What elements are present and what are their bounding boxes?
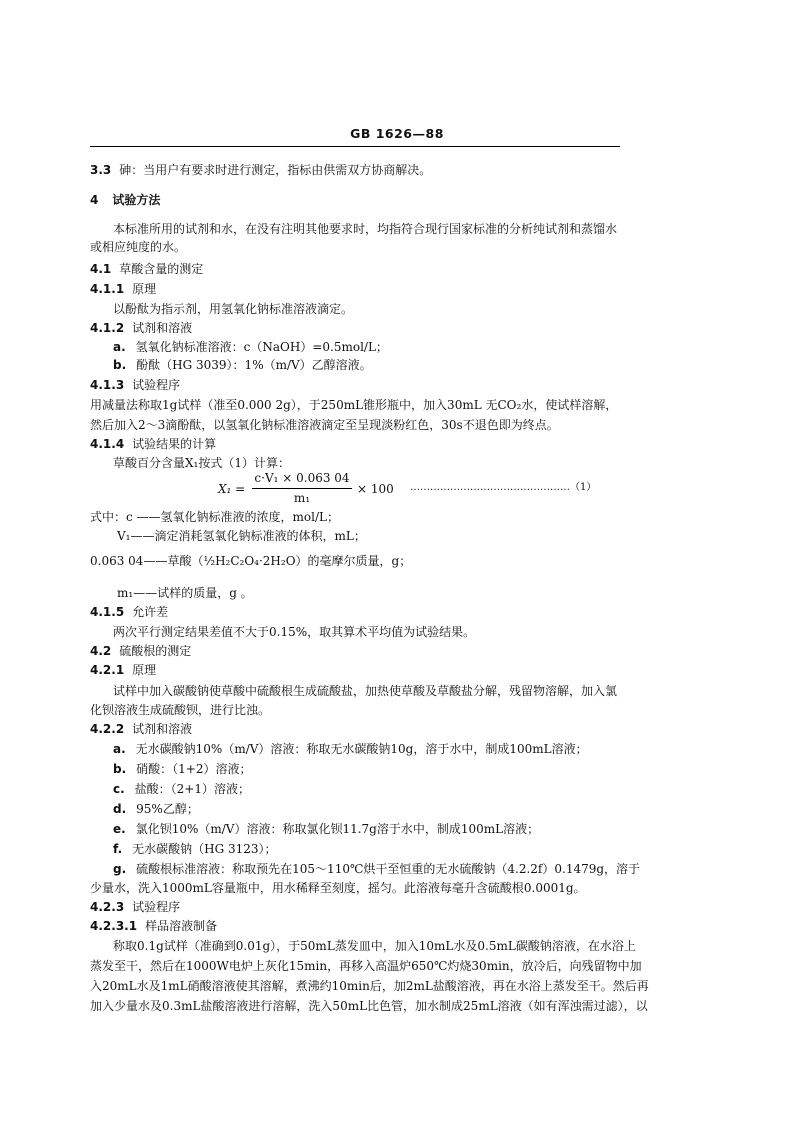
section-number: 4.1.3: [90, 378, 125, 392]
header-rule: [90, 146, 620, 147]
reagent-item: [113, 762, 251, 777]
section-title: 试验结果的计算: [132, 437, 217, 451]
reagent-item: [113, 802, 199, 817]
equation-numerator: c·V₁ × 0.063 04: [254, 471, 350, 485]
equation-number: …………………………………………（1）: [410, 482, 597, 493]
section-4-2-1-heading: [90, 663, 156, 678]
reagent-item: [113, 358, 372, 373]
where-line: m₁——试样的质量，g 。: [117, 586, 253, 600]
section-text: 砷：当用户有要求时进行测定，指标由供需双方协商解决。: [119, 163, 432, 177]
section-number: 4.2.1: [90, 663, 125, 677]
section-title: 原理: [132, 663, 157, 677]
item-text: 硝酸：（1+2）溶液；: [136, 762, 252, 776]
section-4-1-1-heading: [90, 282, 156, 297]
tolerance-text: 两次平行测定结果差值不大于0.15%，取其算术平均值为试验结果。: [113, 625, 476, 639]
item-label: f.: [113, 842, 123, 856]
sample-prep-line: 蒸发至干，然后在1000W电炉上灰化15min，再移入高温炉650℃灼烧30min，放冷后，向残留物中加: [90, 959, 642, 973]
section-3-3: [90, 163, 431, 178]
section-4-2-3-heading: [90, 900, 180, 915]
reagent-item-continued: 少量水，洗入1000mL容量瓶中，用水稀释至刻度，摇匀。此溶液每毫升含硫酸根0.0001g。: [90, 881, 586, 895]
procedure-line-2: 然后加入2～3滴酚酞，以氢氧化钠标准溶液滴定至呈现淡粉红色，30s不退色即为终点。: [90, 418, 559, 432]
equation-tail: × 100: [357, 482, 394, 496]
section-4-1-3-heading: [90, 378, 180, 393]
item-label: b.: [113, 358, 127, 372]
principle-text: 以酚酞为指示剂，用氢氧化钠标准溶液滴定。: [113, 302, 354, 316]
item-text: 硫酸根标准溶液：称取预先在105～110℃烘干至恒重的无水硫酸钠（4.2.2f）0.1479g，溶于: [136, 862, 641, 876]
item-text: 95%乙醇；: [136, 802, 199, 816]
item-text: 氢氧化钠标准溶液：c（NaOH）=0.5mol/L；: [135, 340, 388, 354]
section-title: 试验程序: [132, 900, 181, 914]
sample-prep-line: 称取0.1g试样（准确到0.01g），于50mL蒸发皿中，加入10mL水及0.5mL碳酸钠溶液，在水浴上: [113, 939, 636, 953]
section-number: 4.1.5: [90, 605, 125, 619]
section-number: 4.2.3: [90, 900, 125, 914]
item-label: a.: [113, 742, 126, 756]
section-4-1-heading: [90, 262, 203, 277]
section-number: 4.1.1: [90, 282, 125, 296]
section-title: 硫酸根的测定: [119, 644, 192, 658]
section-4-1-4-heading: [90, 437, 216, 452]
fraction-bar: [252, 488, 352, 489]
principle-line-1: 试样中加入碳酸钠使草酸中硫酸根生成硫酸盐，加热使草酸及草酸盐分解，残留物溶解，加入氯: [113, 684, 618, 698]
item-label: d.: [113, 802, 127, 816]
section-title: 允许差: [132, 605, 169, 619]
intro-line-1: 本标准所用的试剂和水，在没有注明其他要求时，均指符合现行国家标准的分析纯试剂和蒸馏水: [113, 222, 618, 236]
section-number: 4: [90, 193, 99, 207]
item-label: a.: [113, 340, 126, 354]
where-line: 0.063 04——草酸（½H₂C₂O₄·2H₂O）的毫摩尔质量，g；: [90, 554, 412, 568]
section-title: 试剂和溶液: [132, 321, 193, 335]
section-number: 4.2: [90, 644, 112, 658]
sample-prep-line: 加入少量水及0.3mL盐酸溶液进行溶解，洗入50mL比色管，加水制成25mL溶液（如有浑浊需过滤），以: [90, 999, 648, 1013]
section-4-2-3-1-heading: [90, 919, 217, 934]
reagent-item: [113, 822, 539, 837]
item-label: c.: [113, 782, 125, 796]
section-title: 试验方法: [112, 193, 161, 207]
section-4-1-5-heading: [90, 605, 168, 620]
principle-line-2: 化钡溶液生成硫酸钡，进行比浊。: [90, 703, 271, 717]
where-line: V₁——滴定消耗氢氧化钠标准液的体积，mL；: [117, 529, 366, 543]
reagent-item: [113, 842, 277, 857]
section-4-2-heading: [90, 644, 191, 659]
section-title: 试剂和溶液: [132, 722, 193, 736]
reagent-item: [113, 340, 388, 355]
item-text: 无水碳酸钠（HG 3123）；: [132, 842, 277, 856]
section-number: 4.2.3.1: [90, 919, 138, 933]
section-title: 草酸含量的测定: [119, 262, 204, 276]
section-title: 试验程序: [132, 378, 181, 392]
intro-line-2: 或相应纯度的水。: [90, 240, 187, 254]
section-number: 3.3: [90, 163, 112, 177]
reagent-item: [113, 782, 250, 797]
item-text: 盐酸：（2+1）溶液；: [134, 782, 250, 796]
section-4-2-2-heading: [90, 722, 192, 737]
section-number: 4.1.2: [90, 321, 125, 335]
equation-lhs: X₁ =: [218, 482, 246, 496]
item-label: b.: [113, 762, 127, 776]
sample-prep-line: 入20mL水及1mL硝酸溶液使其溶解，煮沸约10min后，加2mL盐酸溶液，再在水浴上蒸发至干。然后再: [90, 979, 649, 993]
document-header: GB 1626—88: [350, 126, 444, 141]
where-line: 式中：c ——氢氧化钠标准液的浓度，mol/L；: [90, 510, 339, 524]
procedure-line-1: 用减量法称取1g试样（准至0.000 2g），于250mL锥形瓶中，加入30mL 无CO₂水，使试样溶解，: [90, 398, 618, 412]
item-label: g.: [113, 862, 127, 876]
section-title: 样品溶液制备: [145, 919, 218, 933]
item-text: 氯化钡10%（m/V）溶液：称取氯化钡11.7g溶于水中，制成100mL溶液；: [135, 822, 540, 836]
reagent-item: [113, 862, 640, 877]
item-text: 无水碳酸钠10%（m/V）溶液：称取无水碳酸钠10g，溶于水中，制成100mL溶液；: [135, 742, 588, 756]
reagent-item: [113, 742, 588, 757]
item-text: 酚酞（HG 3039）：1%（m/V）乙醇溶液。: [136, 358, 372, 372]
calc-lead: 草酸百分含量X₁按式（1）计算：: [113, 456, 290, 470]
section-title: 原理: [132, 282, 157, 296]
section-number: 4.2.2: [90, 722, 125, 736]
section-number: 4.1: [90, 262, 112, 276]
section-4-heading: [90, 193, 160, 208]
item-label: e.: [113, 822, 126, 836]
section-4-1-2-heading: [90, 321, 192, 336]
section-number: 4.1.4: [90, 437, 125, 451]
equation-denominator: m₁: [293, 491, 311, 505]
